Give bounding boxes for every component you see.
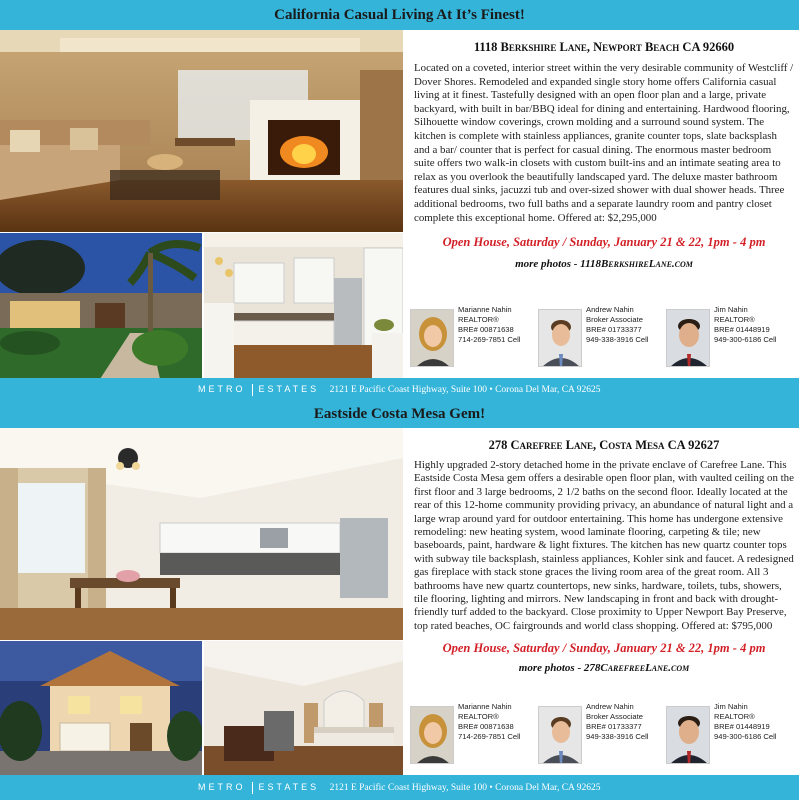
agent-card [410, 305, 535, 371]
footer-bar [0, 775, 799, 800]
agent-title: REALTOR® [714, 712, 755, 721]
agent-name: Andrew Nahin [586, 305, 634, 314]
agent-card [538, 305, 663, 371]
agent-title: REALTOR® [458, 712, 499, 721]
exterior-night-photo [0, 233, 202, 379]
brokerage-address: 2121 E Pacific Coast Highway, Suite 100 • Corona Del Mar, CA 92625 [329, 783, 601, 793]
more-photos-url[interactable]: 1118BerkshireLane.com [580, 258, 693, 271]
more-photos-link[interactable] [414, 258, 794, 270]
great-room-photo [0, 428, 403, 640]
footer-bar [0, 378, 799, 400]
agent-card [666, 305, 791, 371]
agent-name: Marianne Nahin [458, 305, 512, 314]
exterior-dusk-photo [0, 641, 202, 775]
more-photos-prefix: more photos - [515, 258, 581, 271]
listing-headline: California Casual Living At It’s Finest! [0, 0, 799, 30]
living-room-photo [0, 30, 403, 232]
agent-phone[interactable]: 714-269-7851 Cell [458, 732, 521, 741]
agent-title: REALTOR® [458, 315, 499, 324]
agent-row [410, 305, 799, 371]
property-address: 1118 Berkshire Lane, Newport Beach CA 92660 [473, 40, 735, 54]
listing-headline: Eastside Costa Mesa Gem! [0, 400, 799, 428]
agent-phone[interactable]: 949-300-6186 Cell [714, 335, 777, 344]
agent-title: REALTOR® [714, 315, 755, 324]
agent-photo [410, 706, 454, 764]
listing-2 [0, 400, 799, 800]
agent-license: BRE# 01733377 [586, 722, 642, 731]
agent-name: Jim Nahin [714, 305, 748, 314]
agent-name: Marianne Nahin [458, 702, 512, 711]
agent-license: BRE# 01448919 [714, 325, 770, 334]
agent-title: Broker Associate [586, 712, 643, 721]
agent-license: BRE# 00871638 [458, 325, 514, 334]
agent-phone[interactable]: 714-269-7851 Cell [458, 335, 521, 344]
agent-photo [410, 309, 454, 367]
agent-name: Jim Nahin [714, 702, 748, 711]
agent-photo [538, 706, 582, 764]
kitchen-photo [204, 233, 403, 379]
agent-license: BRE# 00871638 [458, 722, 514, 731]
property-description: Located on a coveted, interior street within the very desirable community of Westcliff / Dover Shores. Remodeled and expanded single story home offers California casual living at it finest. Tastefully designed with an open floor plan and a large, private backyard, with built in bar/BBQ ideal for dining and entertaining. Hardwood flooring, Silhouette window coverings, crown molding and a surround sound system. The kitchen is complete with stainless appliances, granite counter tops, slate backsplash and a bar/ counter that is perfect for casual dining. The enormous master bedroom suite offers two walk-in closets with custom built-ins and an intimate seating area to relax as you overlook the beautifully landscaped yard. The deluxe master bathroom features dual sinks, jacuzzi tub and over-sized shower with dual shower heads. Three additional bedrooms, two full baths and a separate laundry room and pantry closet complete this exceptional home. Offered at: $2,295,000 [414, 62, 794, 224]
agent-photo [666, 706, 710, 764]
agent-photo [538, 309, 582, 367]
bedroom-photo [204, 641, 403, 775]
more-photos-prefix: more photos - [518, 662, 584, 675]
property-description: Highly upgraded 2-story detached home in the private enclave of Carefree Lane. This Eastside Costa Mesa gem offers a desirable open floor plan, with vaulted ceiling on the first floor and 3 large bedrooms, 2 1/2 baths on the second floor. Ideally located at the rear of this 12-home community providing privacy, an abundance of natural light and a large wrap around yard for outdoor entertaining. This home has undergone extensive remodeling: new heating system, wood laminate flooring, carpeting & tile; new baseboards, paint, hardware & light fixtures. The kitchen has new quartz counter tops with subway tile backsplash, stainless appliances, Kohler sink and faucet. A redesigned gas fireplace with stack stone graces the living room area of the great room. All 3 bathrooms have new quartz countertops, new sinks, hardware, toilets, tubs, showers, tile flooring, lighting and mirrors. New landscaping in front and back with drought-friendly turf added to the backyard. Close proximity to Upper Newport Bay Preserve, top rated beaches, OC fairgrounds and world class shopping. Offered at: $795,000 [414, 459, 794, 632]
agent-phone[interactable]: 949-300-6186 Cell [714, 732, 777, 741]
brokerage-address: 2121 E Pacific Coast Highway, Suite 100 • Corona Del Mar, CA 92625 [329, 385, 601, 395]
agent-card [538, 702, 663, 768]
agent-phone[interactable]: 949-338-3916 Cell [586, 732, 649, 741]
more-photos-url[interactable]: 278CarefreeLane.com [583, 662, 690, 675]
agent-name: Andrew Nahin [586, 702, 634, 711]
agent-license: BRE# 01733377 [586, 325, 642, 334]
open-house-info: Open House, Saturday / Sunday, January 21 & 22, 1pm - 4 pm [442, 235, 766, 250]
property-address: 278 Carefree Lane, Costa Mesa CA 92627 [488, 438, 720, 452]
agent-card [410, 702, 535, 768]
listing-text [414, 40, 794, 270]
brokerage-logo: METRO ESTATES [198, 384, 320, 394]
agent-license: BRE# 01448919 [714, 722, 770, 731]
agent-card [666, 702, 791, 768]
brokerage-logo: METRO ESTATES [198, 782, 320, 792]
agent-title: Broker Associate [586, 315, 643, 324]
more-photos-link[interactable] [414, 662, 794, 674]
agent-photo [666, 309, 710, 367]
agent-row [410, 702, 799, 768]
open-house-info: Open House, Saturday / Sunday, January 21 & 22, 1pm - 4 pm [442, 641, 766, 656]
agent-phone[interactable]: 949-338-3916 Cell [586, 335, 649, 344]
listing-text [414, 438, 794, 674]
